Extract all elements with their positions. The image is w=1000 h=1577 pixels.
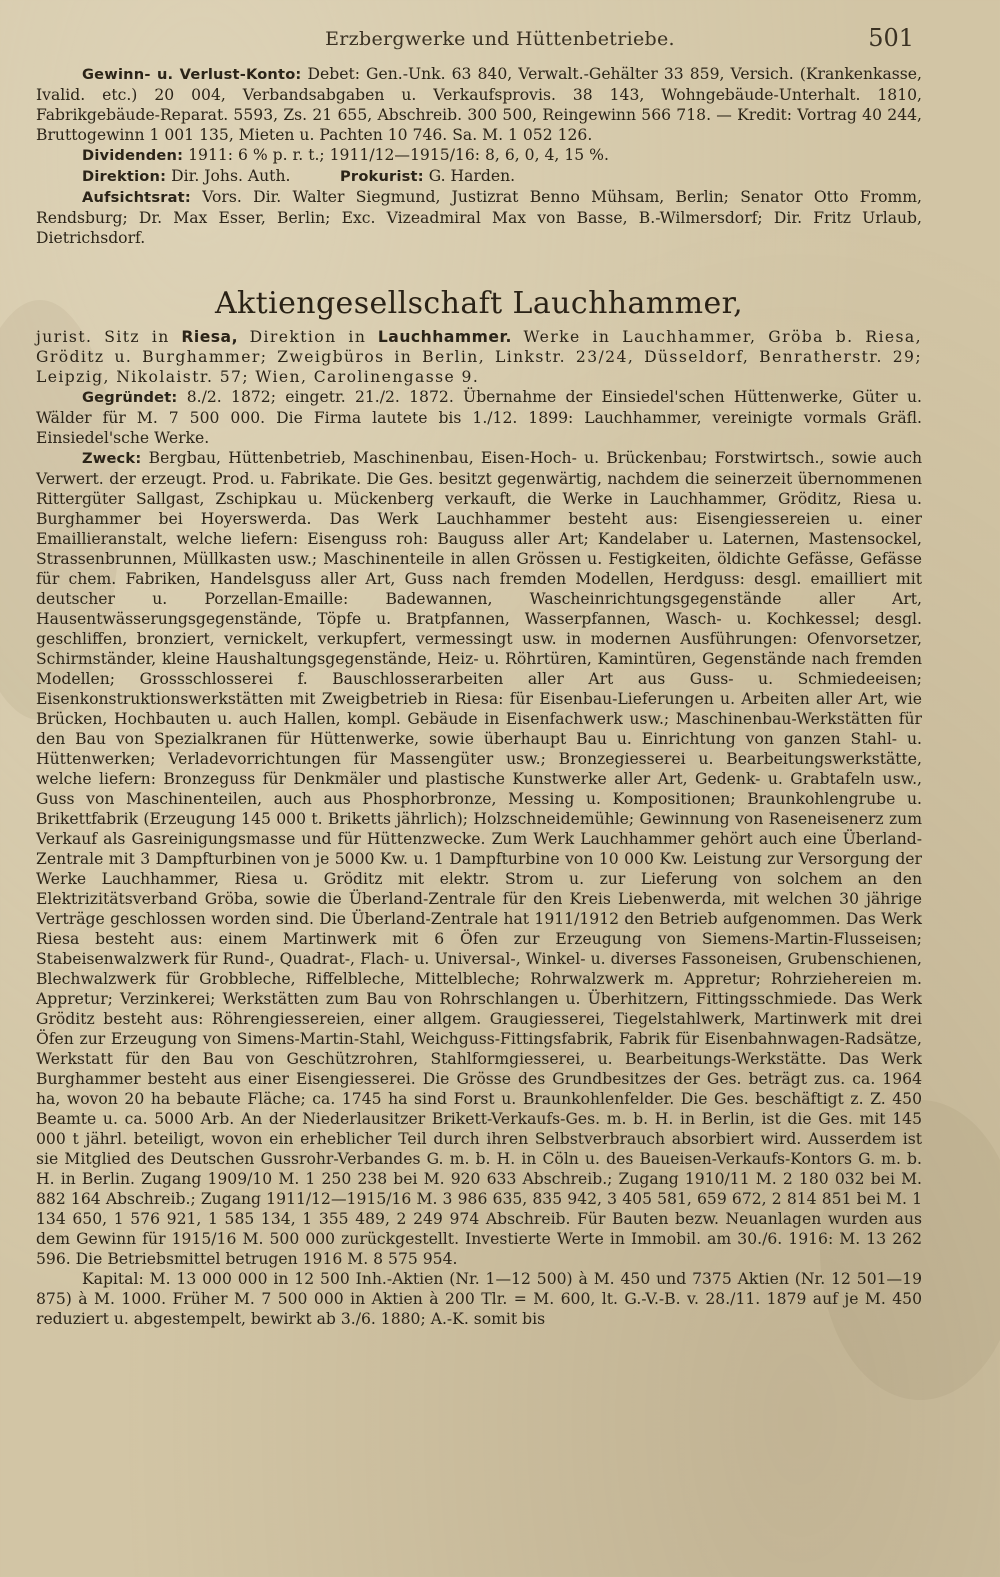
supervisory-board-label: Aufsichtsrat: bbox=[82, 189, 191, 206]
purpose-paragraph bbox=[36, 448, 922, 1269]
prokurist-label: Prokurist: bbox=[340, 168, 424, 185]
profit-loss-text: Debet: Gen.-Unk. 63 840, Verwalt.-Gehälter 33 859, Versich. (Krankenkasse, Ivalid. etc.) 20 004, Verbandsabgaben u. Verkaufsprovis. 38 143, Wohngebäude-Unterhalt. 1810, Fabrikgebäude-Reparat. 5593, Zs. 21 655, Abschreib. 300 500, Reingewinn 566 718. — Kredit: Vortrag 40 244, Bruttogewinn 1 001 135, Mieten u. Pachten 10 746. Sa. M. 1 052 126. bbox=[36, 65, 922, 144]
prokurist-text: G. Harden. bbox=[428, 167, 516, 185]
direction-city: Lauchhammer. bbox=[377, 328, 512, 346]
dividends-label: Dividenden: bbox=[82, 147, 184, 164]
dividends-text: 1911: 6 % p. r. t.; 1911/12—1915/16: 8, 6, 0, 4, 15 %. bbox=[188, 146, 609, 164]
profit-loss-label: Gewinn- u. Verlust-Konto: bbox=[82, 66, 302, 83]
direction-label: Direktion: bbox=[82, 168, 167, 185]
direction-paragraph bbox=[36, 166, 922, 187]
capital-paragraph bbox=[36, 1269, 922, 1329]
running-head bbox=[0, 22, 1000, 62]
company-heading: Aktiengesellschaft Lauchhammer, bbox=[214, 286, 744, 321]
running-head-title: Erzbergwerke und Hüttenbetriebe. bbox=[325, 28, 675, 50]
founded-paragraph bbox=[36, 387, 922, 448]
page-body bbox=[36, 64, 922, 1329]
profit-loss-paragraph bbox=[36, 64, 922, 145]
direction-intro: Direktion in bbox=[249, 328, 367, 346]
works-locations: Werke in Lauchhammer, Gröba b. Riesa, Gröditz u. Burghammer; Zweigbüros in Berlin, Linkstr. 23/24, Düsseldorf, Benratherstr. 29; Leipzig, Nikolaistr. 57; Wien, Carolinengasse 9. bbox=[36, 328, 922, 386]
direction-text: Dir. Johs. Auth. bbox=[171, 167, 291, 185]
supervisory-board-text: Vors. Dir. Walter Siegmund, Justizrat Benno Mühsam, Berlin; Senator Otto Fromm, Rendsburg; Dr. Max Esser, Berlin; Exc. Vizeadmiral Max von Basse, B.-Wilmersdorf; Dir. Fritz Urlaub, Dietrichsdorf. bbox=[36, 188, 922, 247]
seat-intro: jurist. Sitz in bbox=[36, 328, 170, 346]
company-seat-paragraph bbox=[36, 327, 922, 387]
supervisory-board-paragraph bbox=[36, 187, 922, 248]
page-number: 501 bbox=[868, 24, 914, 52]
capital-text: Kapital: M. 13 000 000 in 12 500 Inh.-Aktien (Nr. 1—12 500) à M. 450 und 7375 Aktien (Nr. 12 501—19 875) à M. 1000. Früher M. 7 500 000 in Aktien à 200 Tlr. = M. 600, lt. G.-V.-B. v. 28./11. 1879 auf je M. 450 reduziert u. abgestempelt, bewirkt ab 3./6. 1880; A.-K. somit bis bbox=[36, 1270, 922, 1328]
purpose-text: Bergbau, Hüttenbetrieb, Maschinenbau, Eisen-Hoch- u. Brückenbau; Forstwirtsch., sowie auch Verwert. der erzeugt. Prod. u. Fabrikate. Die Ges. besitzt gegenwärtig, nachdem die seinerzeit übernommenen Rittergüter Sallgast, Zschipkau u. Mückenberg verkauft, die Werke in Lauchhammer, Gröditz, Riesa u. Burghammer bei Hoyerswerda. Das Werk Lauchhammer besteht aus: Eisengiessereien u. einer Emaillieranstalt, welche liefern: Eisenguss roh: Bauguss aller Art; Kandelaber u. Laternen, Mastensockel, Strassenbrunnen, Müllkasten usw.; Maschinenteile in allen Grössen u. Festigkeiten, öldichte Gefässe, Gefässe für chem. Fabriken, Handelsguss aller Art, Guss nach fremden Modellen, Herdguss: desgl. emailliert mit deutscher u. Porzellan-Emaille: Badewannen, Wascheinrichtungsgegenstände aller Art, Hausentwässerungsgegenstände, Töpfe u. Bratpfannen, Wasserpfannen, Wasch- u. Kochkessel; desgl. geschliffen, bronziert, vernickelt, verkupfert, vermessingt usw. in modernen Ausführungen: Ofenvorsetzer, Schirmständer, kleine Haushaltungsgegenstände, Heiz- u. Röhrtüren, Kamintüren, Gegenstände nach fremden Modellen; Grossschlosserei f. Bauschlosserarbeiten aller Art aus Guss- u. Schmiedeeisen; Eisenkonstruktionswerkstätten mit Zweigbetrieb in Riesa: für Eisenbau-Lieferungen u. Arbeiten aller Art, wie Brücken, Hochbauten u. auch Hallen, kompl. Gebäude in Eisenfachwerk usw.; Maschinenbau-Werkstätten für den Bau von Spezialkranen für Hüttenwerke, sowie überhaupt Bau u. Einrichtung von ganzen Stahl- u. Hüttenwerken; Verladevorrichtungen für Massengüter usw.; Bronzegiesserei u. Bearbeitungswerkstätte, welche liefern: Bronzeguss für Denkmäler und plastische Kunstwerke aller Art, Gedenk- u. Grabtafeln usw., Guss von Maschinenteilen, auch aus Phosphorbronze, Messing u. Kompositionen; Braunkohlengrube u. Brikettfabrik (Erzeugung 145 000 t. Briketts jährlich); Holzschneidemühle; Gewinnung von Raseneisenerz zum Verkauf als Gasreinigungsmasse und für Hüttenzwecke. Zum Werk Lauchhammer gehört auch eine Überland-Zentrale mit 3 Dampfturbinen von je 5000 Kw. u. 1 Dampfturbine von 10 000 Kw. Leistung zur Versorgung der Werke Lauchhammer, Riesa u. Gröditz mit elektr. Strom u. zur Lieferung von solchem an den Elektrizitätsverband Gröba, sowie die Überland-Zentrale für den Kreis Liebenwerda, mit welchen 30 jährige Verträge geschlossen worden sind. Die Überland-Zentrale hat 1911/1912 den Betrieb aufgenommen. Das Werk Riesa besteht aus: einem Martinwerk mit 6 Öfen zur Erzeugung von Siemens-Martin-Flusseisen; Stabeisenwalzwerk für Rund-, Quadrat-, Flach- u. Universal-, Winkel- u. diverses Fassoneisen, Grubenschienen, Blechwalzwerk für Grobbleche, Riffelbleche, Mittelbleche; Rohrwalzwerk m. Appretur; Rohrziehereien m. Appretur; Verzinkerei; Werkstätten zum Bau von Rohrschlangen u. Überhitzern, Fittingsschmiede. Das Werk Gröditz besteht aus: Röhrengiessereien, einer allgem. Graugiesserei, Tiegelstahlwerk, Martinwerk mit drei Öfen zur Erzeugung von Simens-Martin-Stahl, Weichguss-Fittingsfabrik, Fabrik für Eisenbahnwagen-Radsätze, Werkstatt für den Bau von Geschützrohren, Stahlformgiesserei, u. Bearbeitungs-Werkstätte. Das Werk Burghammer besteht aus einer Eisengiesserei. Die Grösse des Grundbesitzes der Ges. beträgt zus. ca. 1964 ha, wovon 20 ha bebaute Fläche; ca. 1745 ha sind Forst u. Braunkohlenfelder. Die Ges. beschäftigt z. Z. 450 Beamte u. ca. 5000 Arb. An der Niederlausitzer Brikett-Verkaufs-Ges. m. b. H. in Berlin, ist die Ges. mit 145 000 t jährl. beteiligt, wovon ein erheblicher Teil durch ihren Selbstverbrauch absorbiert wird. Ausserdem ist sie Mitglied des Deutschen Gussrohr-Verbandes G. m. b. H. in Cöln u. des Baueisen-Verkaufs-Kontors G. m. b. H. in Berlin. Zugang 1909/10 M. 1 250 238 bei M. 920 633 Abschreib.; Zugang 1910/11 M. 2 180 032 bei M. 882 164 Abschreib.; Zugang 1911/12—1915/16 M. 3 986 635, 835 942, 3 405 581, 659 672, 2 814 851 bei M. 1 134 650, 1 576 921, 1 585 134, 1 355 489, 2 249 974 Abschreib. Für Bauten bezw. Neuanlagen wurden aus dem Gewinn für 1915/16 M. 500 000 zurückgestellt. Investierte Werte in Immobil. am 30./6. 1916: M. 13 262 596. Die Betriebsmittel betrugen 1916 M. 8 575 954. bbox=[36, 449, 922, 1268]
founded-label: Gegründet: bbox=[82, 389, 178, 406]
purpose-label: Zweck: bbox=[82, 450, 142, 467]
dividends-paragraph bbox=[36, 145, 922, 166]
seat-city: Riesa, bbox=[181, 328, 239, 346]
founded-text: 8./2. 1872; eingetr. 21./2. 1872. Übernahme der Einsiedel'schen Hüttenwerke, Güter u. Wälder für M. 7 500 000. Die Firma lautete bis 1./12. 1899: Lauchhammer, vereinigte vormals Gräfl. Einsiedel'sche Werke. bbox=[36, 388, 922, 447]
